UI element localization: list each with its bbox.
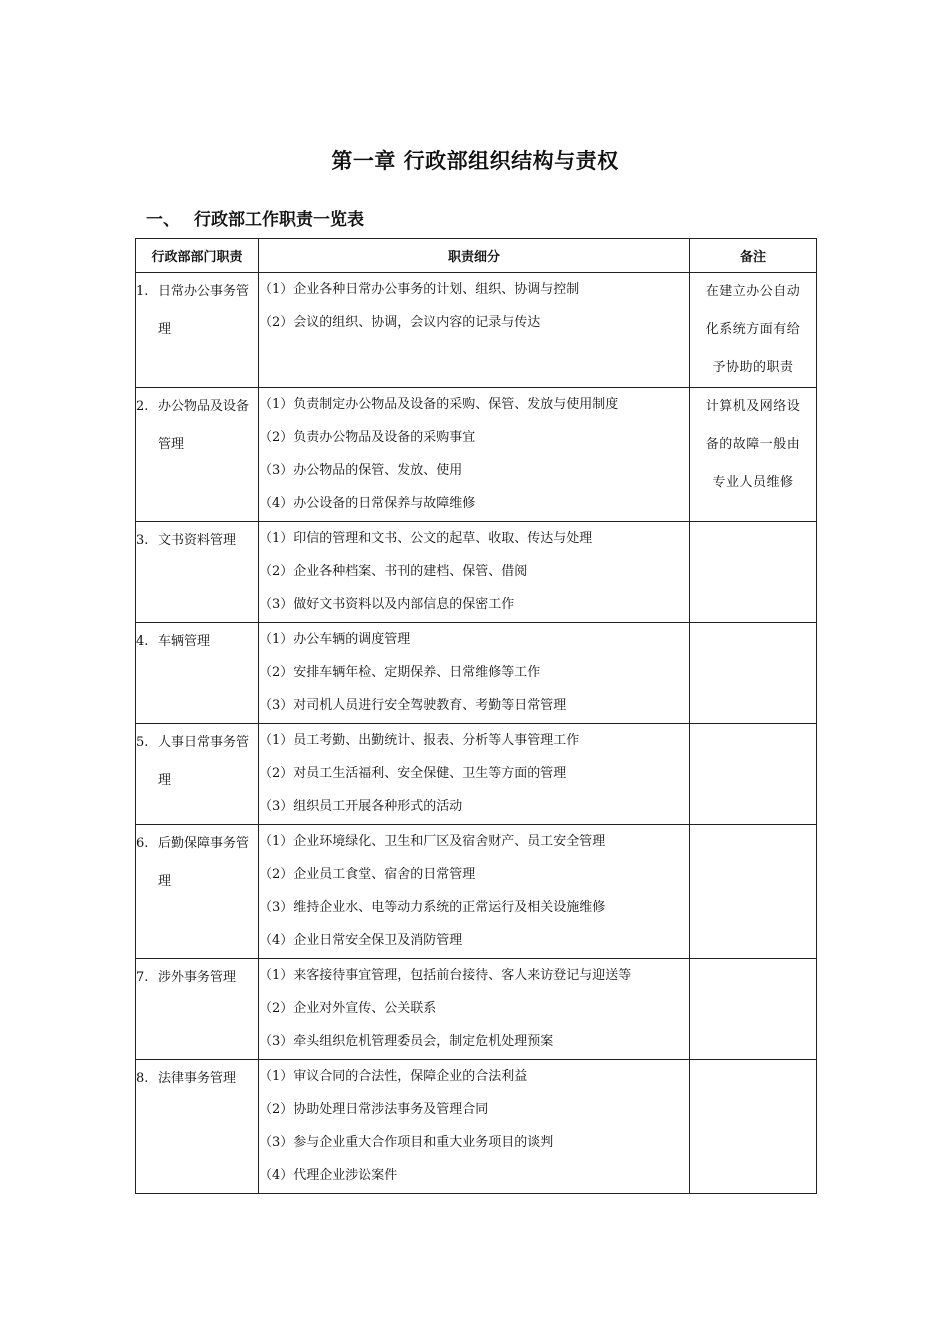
dept-name: 办公物品及设备管理 <box>158 399 250 452</box>
dept-cell <box>136 825 259 959</box>
notes-cell <box>690 1060 817 1194</box>
notes-cell <box>690 825 817 959</box>
notes-cell <box>690 273 817 388</box>
detail-item: （1）办公车辆的调度管理 <box>259 632 411 647</box>
note-line: 在建立办公自动 <box>705 284 801 299</box>
details-cell <box>259 623 690 724</box>
dept-number: 4. <box>136 634 149 649</box>
header-notes: 备注 <box>690 239 817 273</box>
detail-item: （1）来客接待事宜管理，包括前台接待、客人来访登记与迎送等 <box>259 968 632 983</box>
duty-table <box>135 238 817 1194</box>
note-line: 计算机及网络设 <box>705 399 801 414</box>
detail-item: （3）参与企业重大合作项目和重大业务项目的谈判 <box>259 1135 554 1150</box>
table-row <box>136 273 817 388</box>
detail-item: （1）员工考勤、出勤统计、报表、分析等人事管理工作 <box>259 733 580 748</box>
detail-item: （2）安排车辆年检、定期保养、日常维修等工作 <box>259 665 541 680</box>
detail-item: （1）企业各种日常办公事务的计划、组织、协调与控制 <box>259 282 580 297</box>
dept-number: 2. <box>136 399 149 414</box>
notes-cell <box>690 388 817 522</box>
detail-item: （1）审议合同的合法性，保障企业的合法利益 <box>259 1069 528 1084</box>
dept-cell <box>136 959 259 1060</box>
detail-item: （3）对司机人员进行安全驾驶教育、考勤等日常管理 <box>259 698 567 713</box>
section-title-text: 行政部工作职责一览表 <box>194 210 364 230</box>
detail-item: （3）维持企业水、电等动力系统的正常运行及相关设施维修 <box>259 900 606 915</box>
detail-item: （2）企业员工食堂、宿舍的日常管理 <box>259 867 476 882</box>
section-number: 一、 <box>146 210 180 230</box>
detail-item: （1）负责制定办公物品及设备的采购、保管、发放与使用制度 <box>259 397 619 412</box>
table-row <box>136 825 817 959</box>
dept-cell <box>136 522 259 623</box>
table-header-row <box>136 239 817 273</box>
dept-number: 7. <box>136 970 149 985</box>
chapter-title: 第一章 行政部组织结构与责权 <box>331 149 619 173</box>
table-body <box>136 273 817 1194</box>
detail-item: （3）组织员工开展各种形式的活动 <box>259 799 463 814</box>
header-details: 职责细分 <box>259 239 690 273</box>
detail-item: （4）代理企业涉讼案件 <box>259 1168 398 1183</box>
dept-name: 法律事务管理 <box>158 1071 237 1086</box>
table-row <box>136 959 817 1060</box>
details-cell <box>259 522 690 623</box>
dept-number: 1. <box>136 284 149 299</box>
dept-cell <box>136 623 259 724</box>
detail-item: （2）负责办公物品及设备的采购事宜 <box>259 430 476 445</box>
dept-cell <box>136 724 259 825</box>
dept-name: 人事日常事务管理 <box>158 735 250 788</box>
note-line: 予协助的职责 <box>712 360 794 375</box>
dept-number: 3. <box>136 533 149 548</box>
dept-name: 后勤保障事务管理 <box>158 836 250 889</box>
dept-name: 车辆管理 <box>158 634 211 649</box>
note-line: 专业人员维修 <box>712 475 794 490</box>
dept-cell <box>136 1060 259 1194</box>
notes-cell <box>690 623 817 724</box>
table-row <box>136 724 817 825</box>
details-cell <box>259 273 690 388</box>
note-line: 备的故障一般由 <box>705 437 801 452</box>
note-line: 化系统方面有给 <box>705 322 801 337</box>
dept-number: 6. <box>136 836 149 851</box>
detail-item: （1）印信的管理和文书、公文的起草、收取、传达与处理 <box>259 531 593 546</box>
detail-item: （2）企业各种档案、书刊的建档、保管、借阅 <box>259 564 528 579</box>
details-cell <box>259 1060 690 1194</box>
notes-cell <box>690 522 817 623</box>
dept-name: 日常办公事务管理 <box>158 284 250 337</box>
detail-item: （1）企业环境绿化、卫生和厂区及宿舍财产、员工安全管理 <box>259 834 606 849</box>
dept-name: 涉外事务管理 <box>158 970 237 985</box>
detail-item: （2）协助处理日常涉法事务及管理合同 <box>259 1102 489 1117</box>
header-dept: 行政部部门职责 <box>136 239 259 273</box>
table-row <box>136 522 817 623</box>
table-row <box>136 388 817 522</box>
detail-item: （2）会议的组织、协调，会议内容的记录与传达 <box>259 315 541 330</box>
dept-name: 文书资料管理 <box>158 533 237 548</box>
dept-cell <box>136 273 259 388</box>
details-cell <box>259 825 690 959</box>
details-cell <box>259 959 690 1060</box>
dept-number: 8. <box>136 1071 149 1086</box>
detail-item: （2）对员工生活福利、安全保健、卫生等方面的管理 <box>259 766 567 781</box>
notes-cell <box>690 724 817 825</box>
detail-item: （3）办公物品的保管、发放、使用 <box>259 463 463 478</box>
detail-item: （4）企业日常安全保卫及消防管理 <box>259 933 463 948</box>
details-cell <box>259 724 690 825</box>
detail-item: （3）牵头组织危机管理委员会，制定危机处理预案 <box>259 1034 554 1049</box>
detail-item: （2）企业对外宣传、公关联系 <box>259 1001 437 1016</box>
table-row <box>136 1060 817 1194</box>
dept-number: 5. <box>136 735 149 750</box>
detail-item: （4）办公设备的日常保养与故障维修 <box>259 496 476 511</box>
section-title <box>146 205 364 230</box>
details-cell <box>259 388 690 522</box>
table-row <box>136 623 817 724</box>
dept-cell <box>136 388 259 522</box>
detail-item: （3）做好文书资料以及内部信息的保密工作 <box>259 597 515 612</box>
notes-cell <box>690 959 817 1060</box>
